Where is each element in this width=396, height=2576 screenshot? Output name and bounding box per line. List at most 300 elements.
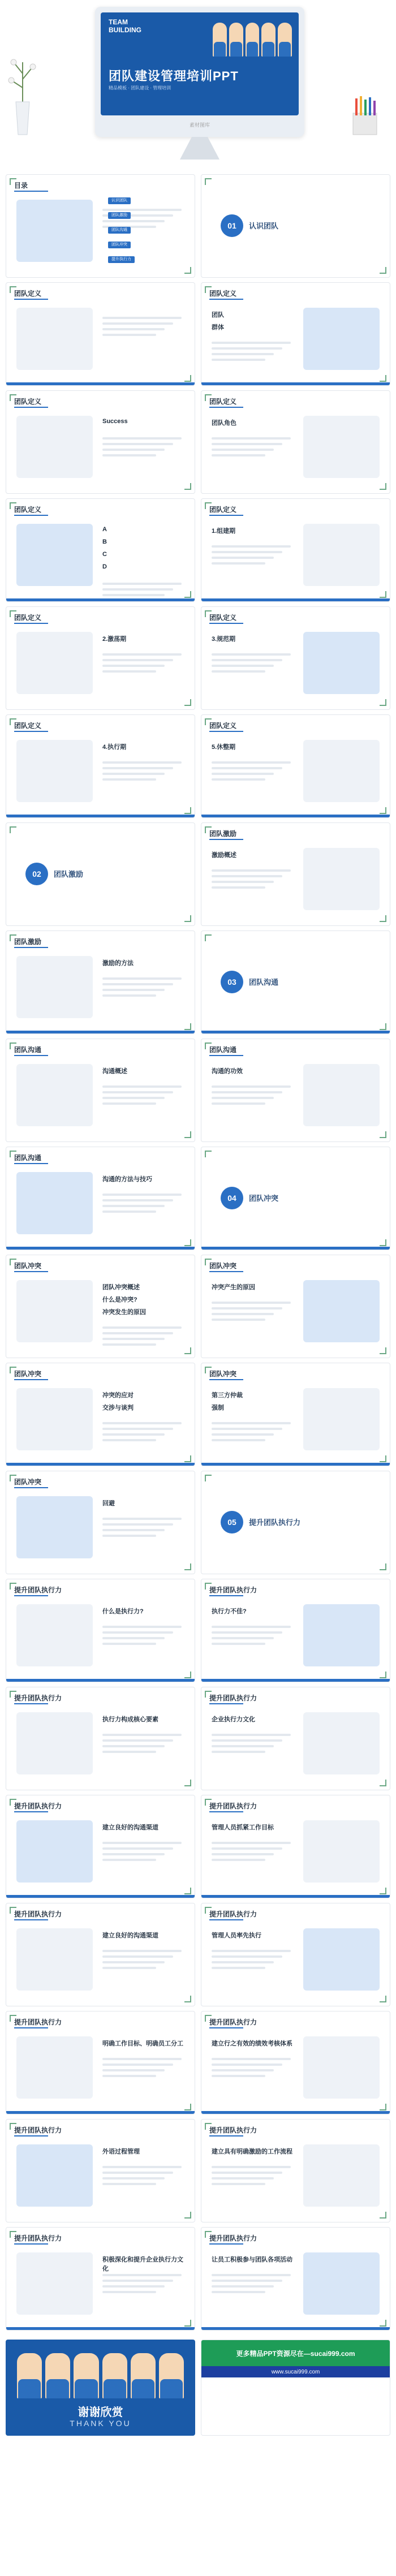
slide-illustration — [303, 2036, 380, 2099]
team-line: TEAM — [109, 18, 128, 26]
title-underline — [14, 1595, 48, 1596]
corner-decoration — [184, 1023, 191, 1030]
title-underline — [14, 2135, 48, 2136]
slide-title: 目录 — [14, 182, 28, 189]
slide-title: 团队激励 — [14, 938, 42, 946]
corner-decoration — [184, 1888, 191, 1894]
slide-illustration — [303, 740, 380, 802]
footer-row — [6, 2340, 390, 2436]
slide-illustration — [303, 1928, 380, 1991]
title-underline — [14, 1811, 48, 1812]
text-lines — [212, 1734, 291, 1756]
slide-illustration — [303, 632, 380, 694]
slide-bottom-bar — [6, 1463, 195, 1466]
slide-illustration — [303, 1712, 380, 1774]
slide-label: 什么是执行力? — [102, 1608, 144, 1615]
corner-decoration — [10, 826, 16, 833]
title-underline — [209, 1811, 243, 1812]
slide-title: 团队定义 — [14, 398, 42, 406]
slide-bottom-bar — [201, 598, 390, 601]
slide-title: 团队沟通 — [14, 1046, 42, 1054]
slide-thumbnail[interactable] — [201, 1255, 390, 1358]
title-underline — [14, 515, 48, 516]
slide-thumbnail[interactable] — [201, 714, 390, 818]
text-lines — [212, 2274, 291, 2297]
corner-decoration — [380, 915, 386, 922]
slide-bottom-bar — [201, 1463, 390, 1466]
slide-title: 团队冲突 — [14, 1262, 42, 1270]
corner-decoration — [184, 2104, 191, 2110]
slide-title: 提升团队执行力 — [209, 1694, 257, 1702]
slide-thumbnail[interactable] — [201, 1687, 390, 1790]
slide-bottom-bar — [201, 1031, 390, 1033]
text-lines — [212, 2058, 291, 2080]
thanks-cn: 谢谢欣赏 — [78, 2406, 123, 2419]
slide-title: 团队沟通 — [209, 1046, 237, 1054]
title-underline — [209, 1055, 243, 1056]
corner-decoration — [184, 1672, 191, 1678]
slide-illustration — [303, 2144, 380, 2207]
corner-decoration — [380, 1563, 386, 1570]
text-lines — [212, 2166, 291, 2189]
slide-label: 4.执行期 — [102, 744, 127, 751]
slide-thumbnail[interactable] — [6, 1471, 195, 1574]
title-underline — [14, 1487, 48, 1488]
slide-label: 激励的方法 — [102, 960, 134, 967]
title-underline — [209, 623, 243, 624]
slide-thumbnail[interactable] — [201, 1039, 390, 1142]
slide-label: 激励概述 — [212, 852, 236, 859]
title-underline — [209, 2027, 243, 2028]
slide-title: 提升团队执行力 — [14, 2126, 62, 2134]
slide-label: Success — [102, 418, 128, 425]
corner-decoration — [380, 1455, 386, 1462]
slide-label: 沟通的功效 — [212, 1068, 243, 1075]
section-number: 05 — [221, 1511, 243, 1533]
slide-label: 执行力构成核心要素 — [102, 1716, 158, 1723]
slide-thumbnail[interactable] — [201, 1795, 390, 1898]
building-line: BUILDING — [109, 26, 141, 34]
cover-screen — [101, 12, 299, 115]
text-lines — [212, 1842, 291, 1864]
corner-decoration — [184, 1996, 191, 2002]
slide-thumbnail[interactable] — [201, 2227, 390, 2331]
slide-thumbnail[interactable] — [6, 282, 195, 386]
slide-label: C — [102, 551, 107, 558]
text-lines — [102, 1518, 182, 1540]
slide-illustration — [16, 308, 93, 370]
pencil-cup-icon — [345, 96, 385, 136]
slide-illustration — [16, 416, 93, 478]
slide-illustration — [303, 848, 380, 910]
slide-thumbnail[interactable] — [201, 282, 390, 386]
slide-label: 让员工积极参与团队各项活动 — [212, 2256, 292, 2263]
text-lines — [212, 1950, 291, 1972]
slide-label: 明确工作目标、明确员工分工 — [102, 2040, 183, 2047]
corner-decoration — [184, 375, 191, 382]
title-underline — [14, 1163, 48, 1164]
slide-illustration — [303, 416, 380, 478]
section-title: 认识团队 — [249, 222, 279, 230]
title-underline — [14, 1703, 48, 1704]
slide-illustration — [16, 1712, 93, 1774]
title-underline — [209, 839, 243, 840]
corner-decoration — [380, 1347, 386, 1354]
text-lines — [212, 1626, 291, 1648]
slide-title: 团队定义 — [209, 614, 237, 622]
corner-decoration — [380, 2320, 386, 2327]
text-lines — [212, 342, 291, 364]
slide-illustration — [16, 1064, 93, 1126]
text-lines — [102, 1734, 182, 1756]
team-people-illustration — [213, 17, 292, 57]
slide-title: 提升团队执行力 — [209, 2126, 257, 2134]
text-lines — [212, 869, 291, 892]
slide-thumbnail[interactable] — [201, 1147, 390, 1250]
slide-title: 团队定义 — [14, 506, 42, 514]
slide-thumbnail[interactable] — [201, 2119, 390, 2222]
corner-decoration — [184, 483, 191, 490]
slide-illustration — [303, 308, 380, 370]
corner-decoration — [380, 375, 386, 382]
slide-bottom-bar — [201, 815, 390, 817]
team-people-illustration — [17, 2347, 184, 2398]
slide-title: 团队定义 — [14, 290, 42, 298]
slide-label: 3.规范期 — [212, 636, 236, 643]
slide-title: 提升团队执行力 — [209, 2018, 257, 2026]
title-underline — [14, 731, 48, 732]
text-lines — [212, 1085, 291, 1108]
slide-thumbnail[interactable] — [201, 931, 390, 1034]
slide-thumbnail[interactable] — [6, 174, 195, 278]
slide-illustration — [16, 632, 93, 694]
slide-illustration — [16, 1280, 93, 1342]
text-lines — [212, 437, 291, 460]
slide-thumbnail[interactable] — [201, 1903, 390, 2006]
slide-bottom-bar — [6, 1895, 195, 1898]
corner-decoration — [380, 699, 386, 706]
slide-illustration — [16, 1604, 93, 1666]
slide-title: 提升团队执行力 — [14, 2018, 62, 2026]
title-underline — [14, 2027, 48, 2028]
slide-label: A — [102, 526, 107, 533]
thank-you-slide — [6, 2340, 195, 2436]
slide-label: 积极深化和提升企业执行力文化 — [102, 2256, 183, 2272]
slide-thumbnail[interactable] — [201, 822, 390, 926]
slide-illustration — [303, 1064, 380, 1126]
slide-label: 管理人员率先执行 — [212, 1932, 261, 1939]
corner-decoration — [184, 1347, 191, 1354]
slide-label: 团队冲突概述 — [102, 1284, 140, 1291]
corner-decoration — [184, 1780, 191, 1786]
slide-illustration — [16, 1388, 93, 1450]
text-lines — [212, 1422, 291, 1445]
slide-bottom-bar — [201, 2111, 390, 2114]
slide-label: 执行力不佳? — [212, 1608, 247, 1615]
slide-label: 管理人员抓紧工作目标 — [212, 1824, 274, 1831]
slide-illustration — [303, 524, 380, 586]
corner-decoration — [380, 1131, 386, 1138]
slide-illustration — [303, 1280, 380, 1342]
toc-item[interactable]: 提升执行力 — [108, 256, 135, 263]
team-building-mark — [109, 18, 141, 34]
text-lines — [102, 1626, 182, 1648]
slide-illustration — [303, 1604, 380, 1666]
slide-title: 团队定义 — [209, 722, 237, 730]
text-lines — [102, 1950, 182, 1972]
corner-decoration — [380, 2104, 386, 2110]
title-underline — [209, 407, 243, 408]
slide-label: 外语过程管理 — [102, 2148, 140, 2155]
title-underline — [14, 2243, 48, 2245]
corner-decoration — [184, 1455, 191, 1462]
corner-decoration — [184, 807, 191, 814]
slide-title: 团队冲突 — [209, 1370, 237, 1378]
slide-title: 团队定义 — [14, 614, 42, 622]
slide-thumbnail[interactable] — [6, 2011, 195, 2114]
slide-bottom-bar — [6, 1247, 195, 1250]
slide-title: 提升团队执行力 — [14, 2234, 62, 2242]
title-underline — [14, 1379, 48, 1380]
corner-decoration — [184, 2212, 191, 2219]
slide-label: 5.休整期 — [212, 744, 236, 751]
slide-thumbnail[interactable] — [6, 1039, 195, 1142]
slide-label: 什么是冲突? — [102, 1296, 137, 1303]
slide-thumbnail[interactable] — [6, 498, 195, 602]
text-lines — [102, 317, 182, 339]
slide-thumbnail[interactable] — [6, 1903, 195, 2006]
slide-thumbnail[interactable] — [6, 1363, 195, 1466]
corner-decoration — [205, 1151, 212, 1157]
text-lines — [102, 653, 182, 676]
text-lines — [102, 2166, 182, 2189]
slide-bottom-bar — [6, 1679, 195, 1682]
slide-illustration — [16, 2144, 93, 2207]
corner-decoration — [184, 1239, 191, 1246]
slide-title: 提升团队执行力 — [209, 1802, 257, 1810]
slide-thumbnail[interactable] — [6, 390, 195, 494]
slide-title: 提升团队执行力 — [209, 2234, 257, 2242]
slide-label: 2.激荡期 — [102, 636, 127, 643]
hero-banner — [0, 0, 396, 170]
title-underline — [209, 1703, 243, 1704]
title-underline — [209, 1919, 243, 1920]
text-lines — [212, 545, 291, 568]
toc-item[interactable]: 认识团队 — [108, 197, 131, 204]
slide-thumbnail[interactable] — [201, 606, 390, 710]
slide-thumbnail[interactable] — [201, 390, 390, 494]
slide-title: 提升团队执行力 — [209, 1586, 257, 1594]
slide-bottom-bar — [6, 2327, 195, 2330]
corner-decoration — [380, 591, 386, 598]
title-underline — [14, 623, 48, 624]
title-underline — [209, 1379, 243, 1380]
slide-illustration — [303, 2252, 380, 2315]
slide-title: 团队定义 — [209, 506, 237, 514]
title-underline — [209, 515, 243, 516]
slide-label: 建立具有明确激励的工作流程 — [212, 2148, 292, 2155]
slide-bottom-bar — [201, 1679, 390, 1682]
text-lines — [102, 977, 182, 1000]
slide-title: 提升团队执行力 — [14, 1910, 62, 1918]
slide-illustration — [16, 1820, 93, 1883]
slide-illustration — [16, 2036, 93, 2099]
slide-thumbnail[interactable] — [6, 1579, 195, 1682]
slide-bottom-bar — [201, 1895, 390, 1898]
slide-illustration — [16, 524, 93, 586]
title-underline — [14, 299, 48, 300]
corner-decoration — [380, 1672, 386, 1678]
slide-title: 提升团队执行力 — [209, 1910, 257, 1918]
corner-decoration — [380, 1780, 386, 1786]
corner-decoration — [380, 483, 386, 490]
slide-thumbnail[interactable] — [201, 2011, 390, 2114]
promo-url[interactable]: www.sucai999.com — [201, 2366, 390, 2377]
title-underline — [14, 407, 48, 408]
slide-bottom-bar — [201, 382, 390, 385]
title-underline — [209, 731, 243, 732]
corner-decoration — [205, 934, 212, 941]
corner-decoration — [184, 2320, 191, 2327]
slide-illustration — [303, 1820, 380, 1883]
slide-label: D — [102, 563, 107, 570]
slide-bottom-bar — [6, 598, 195, 601]
text-lines — [102, 761, 182, 784]
corner-decoration — [184, 267, 191, 274]
slide-label: 1.组建期 — [212, 528, 236, 535]
slide-label: 强制 — [212, 1405, 224, 1411]
section-title: 提升团队执行力 — [249, 1518, 301, 1527]
slide-title: 提升团队执行力 — [14, 1694, 62, 1702]
slide-title: 团队冲突 — [14, 1478, 42, 1486]
slide-title: 团队定义 — [209, 398, 237, 406]
slide-thumbnail[interactable] — [6, 822, 195, 926]
slide-bottom-bar — [6, 2111, 195, 2114]
slide-thumbnail[interactable] — [6, 714, 195, 818]
text-lines — [212, 653, 291, 676]
slide-label: 回避 — [102, 1500, 115, 1507]
cover-title: 团队建设管理培训PPT — [109, 69, 239, 83]
slide-title: 提升团队执行力 — [14, 1586, 62, 1594]
text-lines — [102, 1842, 182, 1864]
slide-illustration — [16, 2252, 93, 2315]
text-lines — [102, 1422, 182, 1445]
slide-thumbnail[interactable] — [201, 174, 390, 278]
slide-label: 建立良好的沟通渠道 — [102, 1932, 158, 1939]
section-title: 团队冲突 — [249, 1194, 279, 1203]
promo-slide[interactable] — [201, 2340, 390, 2436]
slide-thumbnail[interactable] — [201, 1579, 390, 1682]
title-underline — [14, 1919, 48, 1920]
slide-thumbnail[interactable] — [6, 931, 195, 1034]
toc-item[interactable]: 团队冲突 — [108, 242, 131, 248]
section-number: 03 — [221, 971, 243, 993]
title-underline — [14, 1271, 48, 1272]
slide-label: 冲突的应对 — [102, 1392, 134, 1399]
slide-grid — [0, 170, 396, 2335]
title-underline — [14, 947, 48, 948]
slide-thumbnail[interactable] — [6, 2119, 195, 2222]
slide-illustration — [16, 200, 93, 262]
slide-label: 冲突产生的原因 — [212, 1284, 255, 1291]
corner-decoration — [205, 178, 212, 185]
slide-title: 团队冲突 — [209, 1262, 237, 1270]
slide-thumbnail[interactable] — [6, 1687, 195, 1790]
text-lines — [102, 2274, 182, 2297]
text-lines — [102, 1326, 182, 1349]
slide-label: 交涉与谈判 — [102, 1405, 134, 1411]
corner-decoration — [380, 267, 386, 274]
slide-bottom-bar — [6, 815, 195, 817]
slide-thumbnail[interactable] — [201, 498, 390, 602]
slide-label: 冲突发生的原因 — [102, 1309, 146, 1316]
title-underline — [209, 2243, 243, 2245]
corner-decoration — [184, 591, 191, 598]
corner-decoration — [205, 1475, 212, 1481]
corner-decoration — [380, 1239, 386, 1246]
slide-thumbnail[interactable] — [6, 2227, 195, 2331]
toc-item[interactable]: 团队激励 — [108, 212, 131, 219]
monitor-frame — [95, 7, 304, 137]
slide-title: 团队沟通 — [14, 1154, 42, 1162]
text-lines — [102, 1194, 182, 1216]
section-number: 02 — [25, 863, 48, 885]
title-underline — [14, 191, 48, 192]
text-lines — [212, 1302, 291, 1324]
thanks-en: THANK YOU — [70, 2419, 131, 2428]
slide-label: B — [102, 539, 107, 545]
slide-illustration — [16, 1172, 93, 1234]
monitor-stand — [180, 137, 219, 160]
corner-decoration — [380, 1888, 386, 1894]
promo-band: 更多精品PPT资源尽在—sucai999.com — [201, 2340, 390, 2366]
cover-subtitle: 精品模板 · 团队建设 · 管理培训 — [109, 85, 171, 91]
slide-label: 建立良好的沟通渠道 — [102, 1824, 158, 1831]
slide-title: 团队激励 — [209, 830, 237, 838]
corner-decoration — [380, 1023, 386, 1030]
slide-illustration — [16, 956, 93, 1018]
corner-decoration — [380, 807, 386, 814]
slide-illustration — [16, 740, 93, 802]
section-number: 01 — [221, 214, 243, 237]
slide-thumbnail[interactable] — [6, 1147, 195, 1250]
slide-label: 沟通概述 — [102, 1068, 127, 1075]
title-underline — [209, 1271, 243, 1272]
flower-vase-icon — [6, 57, 40, 136]
corner-decoration — [184, 915, 191, 922]
corner-decoration — [184, 699, 191, 706]
title-underline — [209, 299, 243, 300]
text-lines — [102, 2058, 182, 2080]
slide-thumbnail[interactable] — [201, 1363, 390, 1466]
slide-label: 沟通的方法与技巧 — [102, 1176, 152, 1183]
slide-illustration — [303, 1388, 380, 1450]
slide-thumbnail[interactable] — [6, 606, 195, 710]
section-title: 团队激励 — [54, 870, 84, 878]
monitor-chin-label: 素材图库 — [189, 122, 210, 128]
corner-decoration — [184, 1563, 191, 1570]
corner-decoration — [380, 2212, 386, 2219]
slide-illustration — [16, 1928, 93, 1991]
section-number: 04 — [221, 1187, 243, 1209]
slide-label: 第三方仲裁 — [212, 1392, 243, 1399]
title-underline — [209, 2135, 243, 2136]
slide-thumbnail[interactable] — [6, 1255, 195, 1358]
toc-item[interactable]: 团队沟通 — [108, 227, 131, 234]
slide-thumbnail[interactable] — [201, 1471, 390, 1574]
slide-thumbnail[interactable] — [6, 1795, 195, 1898]
slide-title: 团队冲突 — [14, 1370, 42, 1378]
